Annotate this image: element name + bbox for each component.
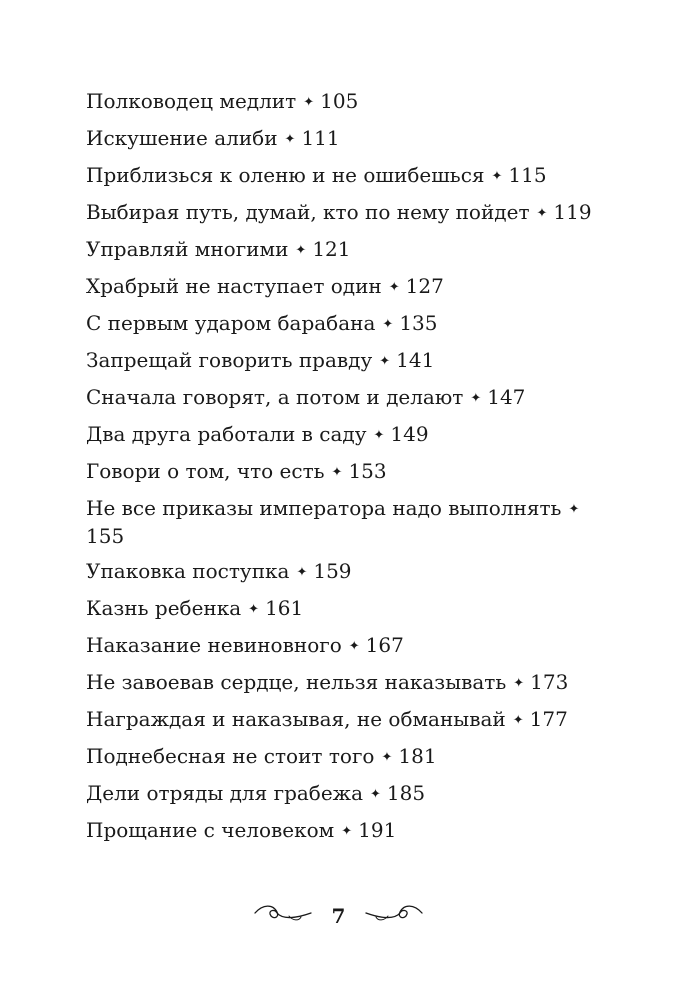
toc-entry[interactable] bbox=[86, 595, 606, 623]
toc-entry[interactable] bbox=[86, 743, 606, 771]
toc-entry-page: 177 bbox=[529, 707, 568, 731]
toc-entry-page: 181 bbox=[398, 744, 437, 768]
toc-entry-title: Приблизься к оленю и не ошибешься bbox=[86, 163, 485, 187]
diamond-separator-icon: ✦ bbox=[568, 502, 580, 517]
toc-entry-page: 121 bbox=[312, 237, 351, 261]
toc-entry[interactable] bbox=[86, 310, 606, 338]
swirl-ornament-left-icon bbox=[253, 902, 313, 929]
toc-entry[interactable] bbox=[86, 458, 606, 486]
toc-entry-page: 141 bbox=[396, 348, 435, 372]
toc-entry-page: 135 bbox=[399, 311, 438, 335]
diamond-separator-icon: ✦ bbox=[491, 169, 503, 184]
toc-entry[interactable] bbox=[86, 236, 606, 264]
toc-entry[interactable] bbox=[86, 495, 606, 549]
diamond-separator-icon: ✦ bbox=[373, 428, 385, 443]
diamond-separator-icon: ✦ bbox=[248, 602, 260, 617]
diamond-separator-icon: ✦ bbox=[348, 639, 360, 654]
diamond-separator-icon: ✦ bbox=[295, 243, 307, 258]
page-footer bbox=[0, 902, 677, 929]
swirl-ornament-right-icon bbox=[364, 902, 424, 929]
diamond-separator-icon: ✦ bbox=[470, 391, 482, 406]
diamond-separator-icon: ✦ bbox=[370, 787, 381, 802]
toc-entry[interactable] bbox=[86, 780, 606, 808]
toc-entry-page: 153 bbox=[348, 459, 387, 483]
toc-entry-title: Упаковка поступка bbox=[86, 559, 290, 583]
toc-entry-page: 105 bbox=[320, 89, 359, 113]
toc-entry-title: Искушение алиби bbox=[86, 126, 278, 150]
toc-entry[interactable] bbox=[86, 632, 606, 660]
toc-entry-title: Два друга работали в саду bbox=[86, 422, 367, 446]
diamond-separator-icon: ✦ bbox=[536, 206, 548, 221]
toc-entry[interactable] bbox=[86, 88, 606, 116]
toc-entry-page: 159 bbox=[313, 559, 352, 583]
toc-entry[interactable] bbox=[86, 125, 606, 153]
toc-entry-page: 127 bbox=[405, 274, 444, 298]
diamond-separator-icon: ✦ bbox=[513, 676, 525, 691]
toc-entry-page: 185 bbox=[386, 781, 426, 805]
toc-entry-title: Казнь ребенка bbox=[86, 596, 242, 620]
toc-entry-title: Говори о том, что есть bbox=[86, 459, 325, 483]
toc-entry-page: 111 bbox=[301, 126, 340, 150]
diamond-separator-icon: ✦ bbox=[303, 95, 315, 110]
toc-entry[interactable] bbox=[86, 347, 606, 375]
toc-entry[interactable] bbox=[86, 273, 606, 301]
table-of-contents bbox=[86, 88, 606, 854]
toc-entry[interactable] bbox=[86, 384, 606, 412]
diamond-separator-icon: ✦ bbox=[382, 317, 394, 332]
toc-entry-title: Запрещай говорить правду bbox=[86, 348, 373, 372]
toc-entry-title: Сначала говорят, а потом и делают bbox=[86, 385, 464, 409]
toc-entry[interactable] bbox=[86, 706, 606, 734]
toc-entry-title: Наказание невиновного bbox=[86, 633, 342, 657]
toc-entry-title: Не все приказы императора надо выполнять bbox=[86, 496, 562, 520]
diamond-separator-icon: ✦ bbox=[331, 465, 343, 480]
toc-entry-title: Полководец медлит bbox=[86, 89, 297, 113]
toc-entry[interactable] bbox=[86, 199, 606, 227]
diamond-separator-icon: ✦ bbox=[381, 750, 393, 765]
toc-entry-title: Управляй многими bbox=[86, 237, 289, 261]
toc-entry-title: Поднебесная не стоит того bbox=[86, 744, 375, 768]
toc-entry-title: Не завоевав сердце, нельзя наказывать bbox=[86, 670, 507, 694]
toc-entry-page: 155 bbox=[86, 524, 125, 548]
diamond-separator-icon: ✦ bbox=[296, 565, 308, 580]
toc-entry[interactable] bbox=[86, 558, 606, 586]
diamond-separator-icon: ✦ bbox=[512, 713, 524, 728]
page-number: 7 bbox=[331, 903, 346, 928]
toc-entry-page: 147 bbox=[487, 385, 526, 409]
toc-entry-title: С первым ударом барабана bbox=[86, 311, 376, 335]
toc-entry-title: Храбрый не наступает один bbox=[86, 274, 382, 298]
toc-entry-page: 191 bbox=[358, 818, 397, 842]
toc-entry-page: 173 bbox=[530, 670, 569, 694]
diamond-separator-icon: ✦ bbox=[341, 824, 353, 839]
toc-entry[interactable] bbox=[86, 162, 606, 190]
toc-entry[interactable] bbox=[86, 817, 606, 845]
toc-entry-title: Награждая и наказывая, не обманывай bbox=[86, 707, 506, 731]
toc-entry-title: Выбирая путь, думай, кто по нему пойдет bbox=[86, 200, 530, 224]
toc-entry-title: Прощание с человеком bbox=[86, 818, 335, 842]
diamond-separator-icon: ✦ bbox=[388, 280, 400, 295]
toc-entry-page: 167 bbox=[365, 633, 404, 657]
toc-entry-page: 161 bbox=[265, 596, 304, 620]
toc-entry-page: 115 bbox=[508, 163, 547, 187]
toc-entry[interactable] bbox=[86, 669, 606, 697]
toc-entry-page: 149 bbox=[390, 422, 429, 446]
toc-entry[interactable] bbox=[86, 421, 606, 449]
toc-entry-page: 119 bbox=[553, 200, 592, 224]
diamond-separator-icon: ✦ bbox=[379, 354, 391, 369]
diamond-separator-icon: ✦ bbox=[284, 132, 296, 147]
toc-entry-title: Дели отряды для грабежа bbox=[86, 781, 364, 805]
